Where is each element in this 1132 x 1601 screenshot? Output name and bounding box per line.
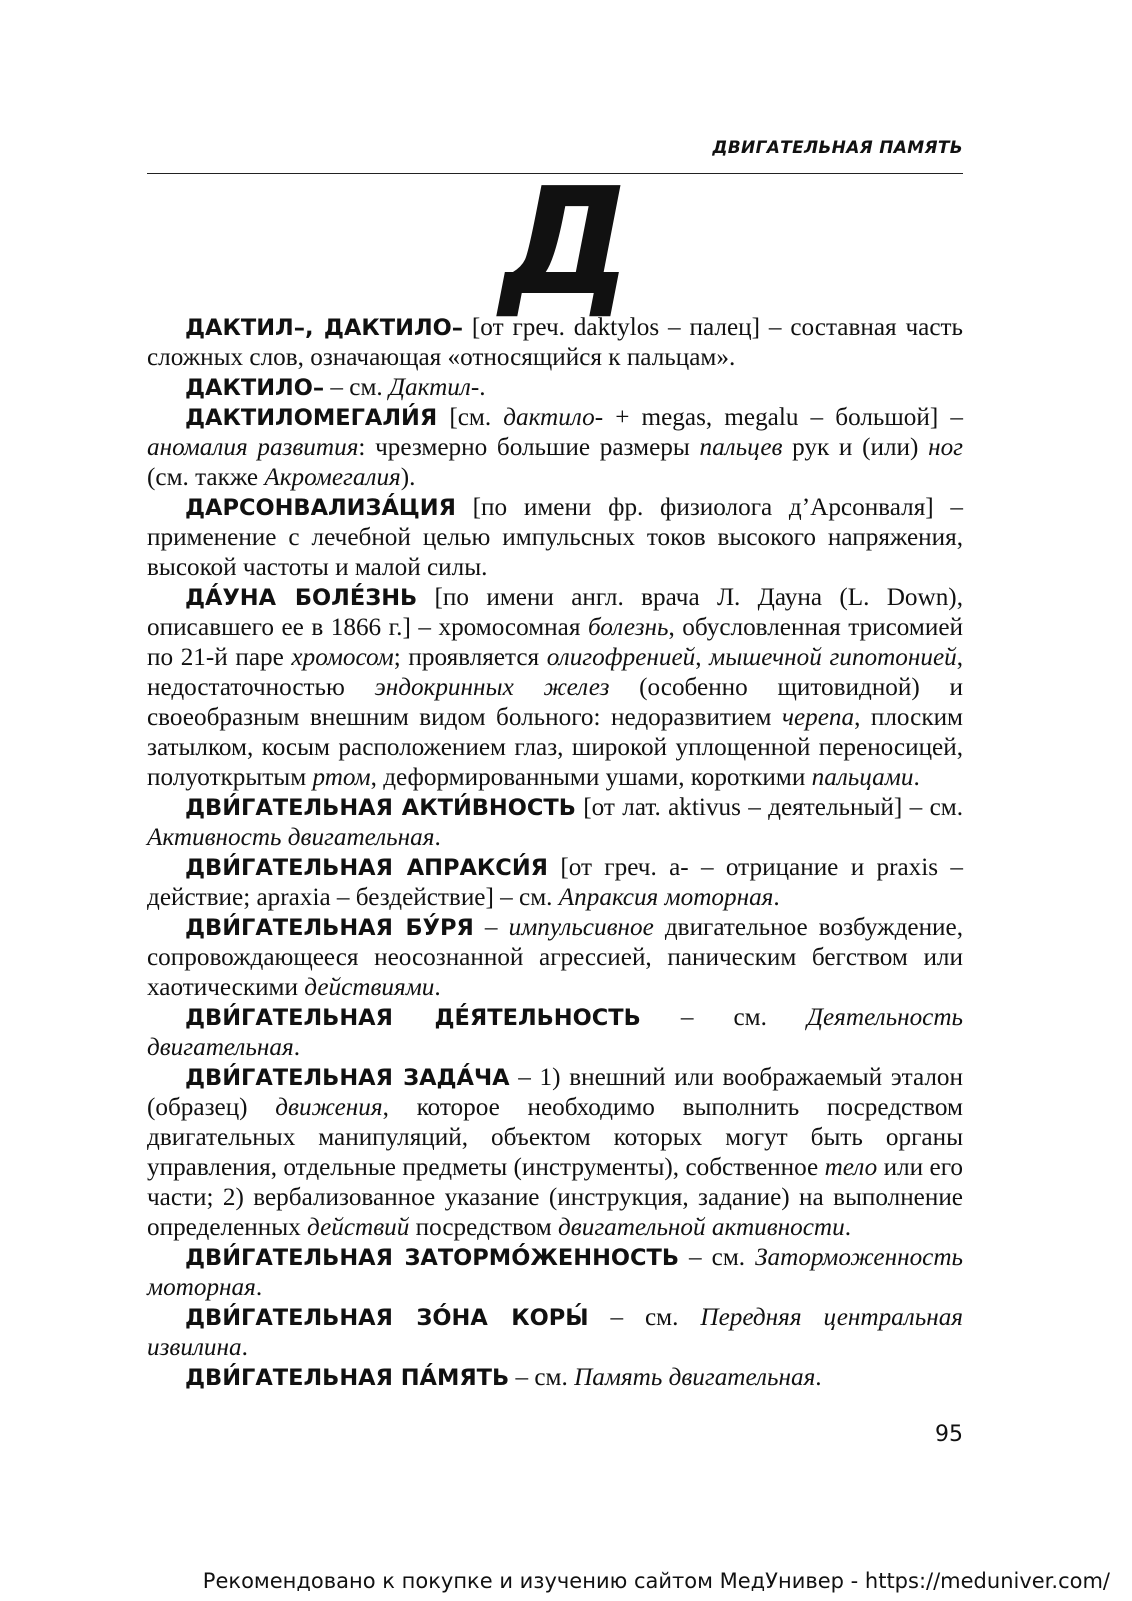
entry-headword: ДВИ́ГАТЕЛЬНАЯ ЗАДА́ЧА (185, 1065, 510, 1091)
entry-text: – см. (588, 1304, 701, 1331)
entry-text: . (293, 1034, 300, 1061)
entry-headword: ДАКТИЛО– (185, 375, 325, 401)
entry-italic-term: движения (275, 1094, 383, 1121)
entry-italic-term: хромосом (291, 644, 394, 671)
entry-text: рук и (или) (782, 434, 929, 461)
entry-text: или его части; 2) вербализованное указание (инструкция, задание) на выполнение определенных (147, 1154, 963, 1241)
entry-text: (особенно щитовидной) и своеобразным внешним видом больного: недоразвитием (147, 674, 963, 731)
entry-headword: ДАРСОНВАЛИЗА́ЦИЯ (185, 495, 456, 521)
entry-text: , обусловленная трисомией по 21-й паре (147, 614, 963, 671)
entry-text: , которое необходимо выполнить посредством двигательных манипуляций, объектом которых могут быть органы управления, отдельные предметы (инструменты), собственное (147, 1094, 963, 1181)
entry-text: посредством (409, 1214, 559, 1241)
footer-notice: Рекомендовано к покупке и изучению сайтом МедУнивер - https://meduniver.com/ (202, 1569, 1110, 1593)
entry-text: – 1) внешний или воображаемый эталон (образец) (147, 1064, 963, 1121)
entry-headword: ДВИ́ГАТЕЛЬНАЯ ЗО́НА КОРЫ́ (185, 1305, 589, 1331)
running-head: ДВИГАТЕЛЬНАЯ ПАМЯТЬ (712, 138, 963, 158)
entry-italic-term: черепа (781, 704, 855, 731)
entry-headword: ДВИ́ГАТЕЛЬНАЯ ЗАТОРМО́ЖЕННОСТЬ (185, 1245, 680, 1271)
entry-italic-term: Память двигательная (574, 1364, 816, 1391)
entry-headword: ДА́УНА БОЛЕ́ЗНЬ (185, 585, 418, 611)
entry-text: . (241, 1334, 248, 1361)
entry-text: . (815, 1364, 822, 1391)
page-number: 95 (935, 1422, 963, 1447)
entry-text: [от греч. a- – отрицание и praxis – действие; apraxia – бездействие] – см. (147, 854, 963, 911)
dictionary-entry (147, 313, 963, 373)
entry-text: , (695, 644, 710, 671)
entry-text: , деформированными ушами, короткими (370, 764, 812, 791)
dictionary-entry (147, 1363, 963, 1393)
entry-italic-term: ртом (312, 764, 371, 791)
dictionary-entry (147, 853, 963, 913)
entry-headword: ДАКТИЛ–, ДАКТИЛО– (185, 315, 464, 341)
entry-italic-term: двигательной активности (558, 1214, 845, 1241)
entry-text: , недостаточностью (147, 644, 964, 701)
entry-italic-term: Деятельность двигательная (147, 1004, 963, 1061)
entry-italic-term: действий (307, 1214, 410, 1241)
entry-italic-term: болезнь (587, 614, 669, 641)
entry-headword: ДВИ́ГАТЕЛЬНАЯ ПА́МЯТЬ (185, 1365, 510, 1391)
dictionary-entries (147, 313, 963, 1393)
entry-italic-term: Апраксия моторная (558, 884, 774, 911)
entry-text: [от лат. aktivus – деятельный] – см. (575, 794, 963, 821)
entry-text: – (473, 914, 509, 941)
dictionary-entry (147, 913, 963, 1003)
entry-text: [см. (437, 404, 504, 431)
entry-italic-term: действиями (304, 974, 435, 1001)
entry-text: . (844, 1214, 852, 1241)
entry-italic-term: олигофренией (546, 644, 696, 671)
entry-italic-term: мышечной гипотонией (709, 644, 957, 671)
dictionary-entry (147, 403, 963, 493)
dictionary-entry (147, 1243, 963, 1303)
entry-italic-term: дактило- (503, 404, 604, 431)
entry-headword: ДВИ́ГАТЕЛЬНАЯ ДЕ́ЯТЕЛЬНОСТЬ (185, 1005, 641, 1031)
entry-italic-term: аномалия развития (147, 434, 359, 461)
entry-headword: ДВИ́ГАТЕЛЬНАЯ АКТИ́ВНОСТЬ (185, 795, 576, 821)
entry-text: [от греч. daktylos – палец] – составная часть сложных слов, означающая «относящийся к пальцам». (147, 314, 963, 371)
entry-italic-term: импульсивное (508, 914, 654, 941)
entry-text: (см. также (147, 464, 265, 491)
entry-italic-term: Активность двигательная (147, 824, 435, 851)
entry-text: – см. (640, 1004, 807, 1031)
entry-text: – см. (324, 374, 389, 401)
entry-text: [по имени фр. физиолога д’Арсонваля] – применение с лечебной целью импульсных токов высокого напряжения, высокой частоты и малой силы. (147, 494, 963, 581)
dictionary-entry (147, 1303, 963, 1363)
entry-text: ; проявляется (393, 644, 547, 671)
entry-headword: ДВИ́ГАТЕЛЬНАЯ БУ́РЯ (185, 915, 474, 941)
entry-italic-term: тело (824, 1154, 878, 1181)
entry-text: : чрезмерно большие размеры (358, 434, 700, 461)
entry-text: . (255, 1274, 263, 1301)
dictionary-entry (147, 1003, 963, 1063)
entry-headword: ДАКТИЛОМЕГАЛИ́Я (185, 405, 438, 431)
entry-text: + megas, megalu – большой] – (603, 404, 963, 431)
entry-italic-term: Передняя центральная извилина (147, 1304, 963, 1361)
entry-italic-term: Заторможенность моторная (147, 1244, 963, 1301)
entry-text: , плоским затылком, косым расположением глаз, широкой уплощенной переносицей, полуоткрытым (147, 704, 963, 791)
entry-italic-term: ног (928, 434, 964, 461)
entry-text: . (913, 764, 920, 791)
entry-text: . (434, 824, 441, 851)
dictionary-entry (147, 493, 963, 583)
entry-text: ). (400, 464, 416, 491)
entry-italic-term: Дактил- (389, 374, 480, 401)
entry-text: [по имени англ. врача Л. Дауна (L. Down), описавшего ее в 1866 г.] – хромосомная (147, 584, 963, 641)
entry-italic-term: пальцев (699, 434, 783, 461)
entry-italic-term: пальцами (811, 764, 914, 791)
dictionary-entry (147, 583, 963, 793)
entry-italic-term: Акромегалия (264, 464, 401, 491)
entry-italic-term: эндокринных желез (374, 674, 610, 701)
entry-text: . (773, 884, 780, 911)
entry-text: . (479, 374, 486, 401)
entry-text: двигательное возбуждение, сопровождающееся неосознанной агрессией, паническим бегством или хаотическими (147, 914, 964, 1001)
entry-text: – см. (509, 1364, 575, 1391)
entry-headword: ДВИ́ГАТЕЛЬНАЯ АПРАКСИ́Я (185, 855, 548, 881)
dictionary-entry (147, 793, 963, 853)
entry-text: . (434, 974, 441, 1001)
entry-text: – см. (679, 1244, 756, 1271)
dictionary-entry (147, 1063, 963, 1243)
dictionary-entry (147, 373, 963, 403)
section-letter: Д (500, 156, 632, 328)
